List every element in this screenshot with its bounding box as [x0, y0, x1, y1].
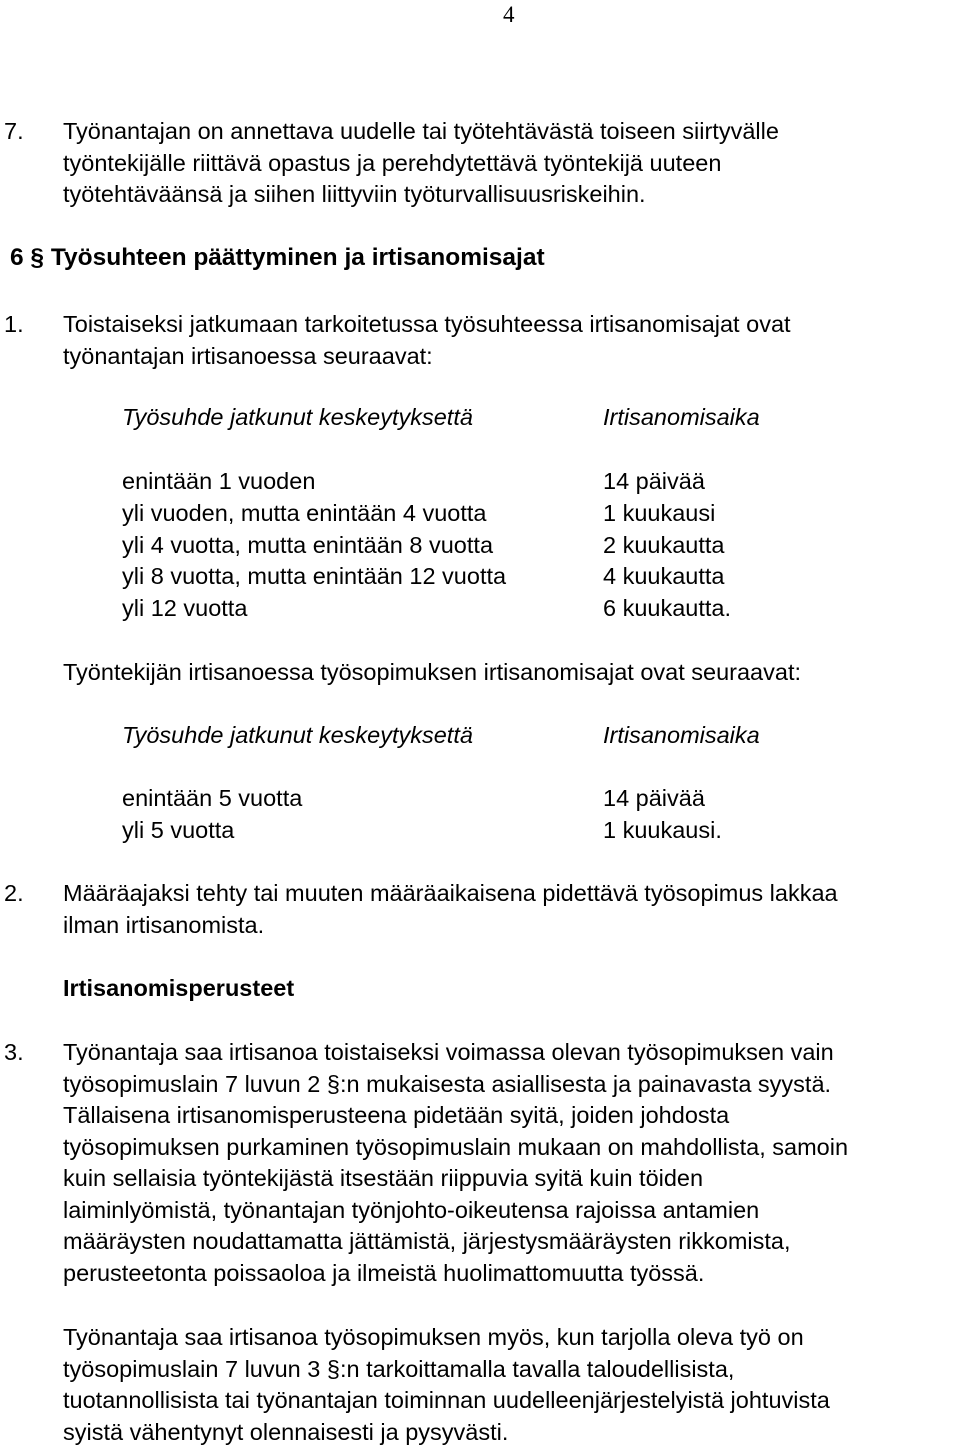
employer-table-col2-header: Irtisanomisaika [603, 404, 760, 430]
item-7-line: Työnantajan on annettava uudelle tai työtehtävästä toiseen siirtyvälle [63, 118, 779, 144]
item-7-number: 7. [4, 118, 24, 144]
item-3-line: laiminlyömistä, työnantajan työnjohto-oikeutensa rajoissa antamien [63, 1196, 760, 1223]
item-2-text [63, 878, 838, 941]
item-7-text [63, 116, 779, 211]
item-7 [0, 116, 960, 212]
final-paragraph [0, 1322, 960, 1448]
section-heading: 6 § Työsuhteen päättyminen ja irtisanomisajat [10, 244, 545, 271]
employer-table-col1-header: Työsuhde jatkunut keskeytyksettä [122, 404, 473, 430]
item-2-line: ilman irtisanomista. [63, 911, 265, 938]
employee-table-col1-header: Työsuhde jatkunut keskeytyksettä [122, 722, 473, 748]
item-3-line: työsopimuslain 7 luvun 2 §:n mukaisesta asiallisesta ja painavasta syystä. [63, 1070, 832, 1097]
final-paragraph-line: syistä vähentynyt olennaisesti ja pysyvästi. [63, 1418, 509, 1445]
item-2 [0, 878, 960, 942]
employer-table-duration: enintään 1 vuoden [122, 468, 316, 494]
employer-table-notice: 2 kuukautta [603, 532, 725, 558]
item-3-line: työsopimuksen purkaminen työsopimuslain mukaan on mahdollista, samoin [63, 1133, 849, 1160]
final-paragraph-text [63, 1322, 830, 1448]
item-2-line: Määräajaksi tehty tai muuten määräaikaisena pidettävä työsopimus lakkaa [63, 880, 838, 906]
page-number: 4 [503, 2, 515, 27]
employee-table-duration: yli 5 vuotta [122, 817, 235, 843]
item-3-line: perusteetonta poissaoloa ja ilmeistä huolimattomuutta työssä. [63, 1259, 705, 1286]
item-7-line: työntekijälle riittävä opastus ja perehdytettävä työntekijä uuteen [63, 149, 722, 176]
employer-table-duration: yli 12 vuotta [122, 595, 248, 621]
item-1-line: Toistaiseksi jatkumaan tarkoitetussa työsuhteessa irtisanomisajat ovat [63, 311, 791, 337]
employer-table-duration: yli vuoden, mutta enintään 4 vuotta [122, 500, 487, 526]
final-paragraph-line: työsopimuslain 7 luvun 3 §:n tarkoittamalla tavalla taloudellisista, [63, 1355, 735, 1382]
item-7-line: työtehtäväänsä ja siihen liittyviin työturvallisuusriskeihin. [63, 181, 646, 207]
item-3 [0, 1037, 960, 1293]
employee-table-notice: 14 päivää [603, 785, 705, 811]
employer-table-duration: yli 4 vuotta, mutta enintään 8 vuotta [122, 532, 494, 558]
employer-table-notice: 6 kuukautta. [603, 595, 732, 621]
item-1-line: työnantajan irtisanoessa seuraavat: [63, 342, 433, 369]
subheading: Irtisanomisperusteet [63, 975, 295, 1001]
employer-table-notice: 14 päivää [603, 468, 705, 494]
item-3-line: Tällaisena irtisanomisperusteena pidetään syitä, joiden johdosta [63, 1102, 730, 1128]
employee-table-duration: enintään 5 vuotta [122, 785, 303, 811]
employee-table-col2-header: Irtisanomisaika [603, 722, 760, 748]
employer-table-notice: 1 kuukausi [603, 500, 716, 526]
employee-intro: Työntekijän irtisanoessa työsopimuksen irtisanomisajat ovat seuraavat: [63, 659, 802, 685]
item-1 [0, 309, 960, 373]
item-3-text [63, 1037, 848, 1289]
employee-table-notice: 1 kuukausi. [603, 817, 722, 843]
item-1-number: 1. [4, 311, 24, 337]
final-paragraph-line: tuotannollisista tai työnantajan toiminnan uudelleenjärjestelyistä johtuvista [63, 1387, 830, 1413]
final-paragraph-line: Työnantaja saa irtisanoa työsopimuksen myös, kun tarjolla oleva työ on [63, 1324, 804, 1350]
item-3-line: Työnantaja saa irtisanoa toistaiseksi voimassa olevan työsopimuksen vain [63, 1039, 834, 1065]
employer-table-notice: 4 kuukautta [603, 563, 725, 589]
item-3-line: kuin sellaisia työntekijästä itsestään riippuvia syitä kuin töiden [63, 1165, 704, 1191]
item-2-number: 2. [4, 880, 24, 906]
item-1-text [63, 309, 791, 372]
item-3-number: 3. [4, 1039, 24, 1065]
employer-table-duration: yli 8 vuotta, mutta enintään 12 vuotta [122, 563, 507, 589]
item-3-line: määräysten noudattamatta jättämistä, järjestysmääräysten rikkomista, [63, 1228, 791, 1254]
